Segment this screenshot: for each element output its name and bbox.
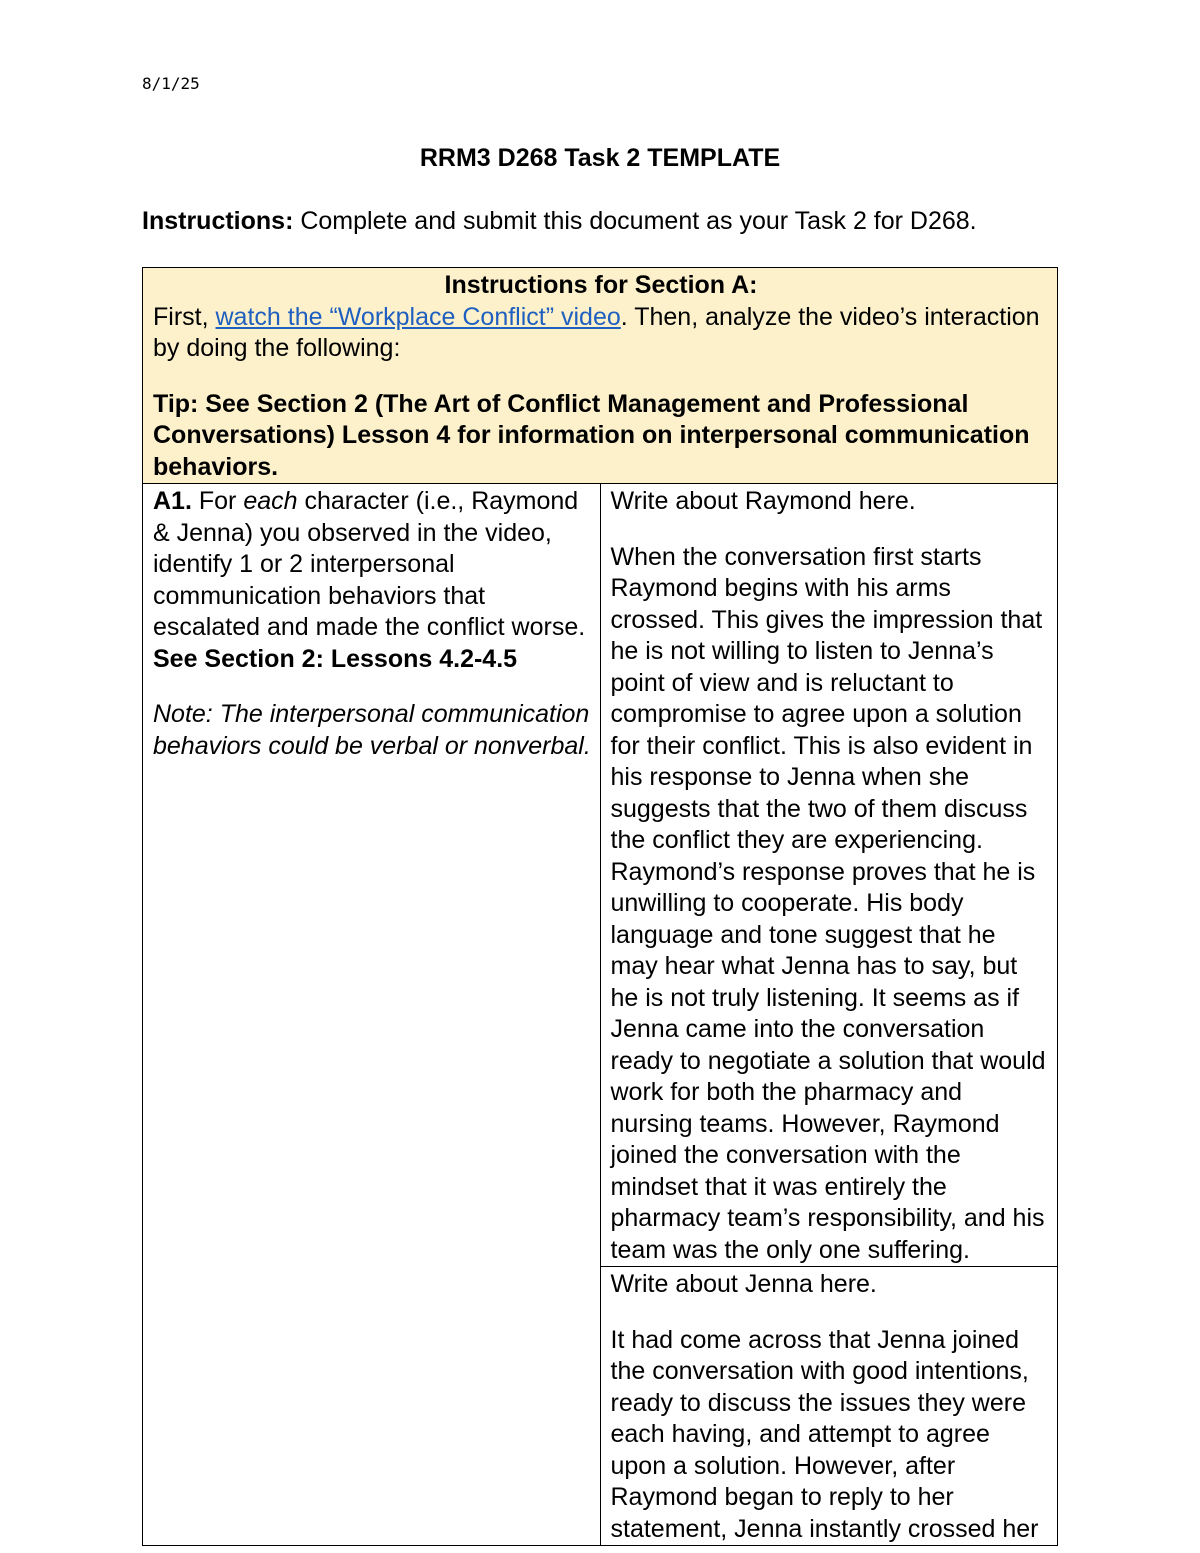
a1-section-ref: See Section 2: Lessons 4.2-4.5 <box>153 644 518 673</box>
section-a-instructions <box>143 268 1058 484</box>
task-table <box>142 267 1058 1546</box>
instructions-text: Complete and submit this document as your Task 2 for D268. <box>293 207 977 235</box>
instructions-label: Instructions: <box>142 207 294 235</box>
intro-before: First, <box>153 302 216 331</box>
raymond-response: When the conversation first starts Raymond begins with his arms crossed. This gives the impression that he is not willing to listen to Jenna’s point of view and is reluctant to compromise to agree upon a solution for their conflict. This is also evident in his response to Jenna when she suggests that the two of them discuss the conflict they are experiencing. Raymond’s response proves that he is unwilling to cooperate. His body language and tone suggest that he may hear what Jenna has to say, but he is not truly listening. It seems as if Jenna came into the conversation ready to negotiate a solution that would work for both the pharmacy and nursing teams. However, Raymond joined the conversation with the mindset that it was entirely the pharmacy team’s responsibility, and his team was the only one suffering. <box>610 542 1046 1264</box>
a1-text-2: character (i.e., Raymond & Jenna) you observed in the video, identify 1 or 2 interpersonal communication behaviors that escalated and made the conflict worse. <box>153 487 586 641</box>
a1-prompt <box>153 486 592 675</box>
a1-emphasis: each <box>243 487 298 515</box>
jenna-prompt: Write about Jenna here. <box>610 1270 877 1298</box>
jenna-response-cell[interactable] <box>600 1267 1058 1546</box>
instructions <box>142 206 1058 237</box>
page-date: 8/1/25 <box>142 74 200 93</box>
raymond-prompt: Write about Raymond here. <box>610 487 916 515</box>
a1-text-1: For <box>191 487 244 515</box>
document-title: RRM3 D268 Task 2 TEMPLATE <box>419 144 781 172</box>
section-a-heading: Instructions for Section A: <box>444 271 758 299</box>
section-a-intro <box>153 302 1049 365</box>
a1-prompt-cell <box>143 484 601 1546</box>
intro-after: . Then, analyze the video’s interaction by doing the following: <box>153 302 1040 362</box>
jenna-response: It had come across that Jenna joined the conversation with good intentions, ready to discuss the issues they were each having, and attempt to agree upon a solution. However, after Raymond began to reply to her statement, Jenna instantly crossed her <box>610 1325 1039 1543</box>
raymond-response-cell[interactable] <box>600 484 1058 1267</box>
section-a-tip: Tip: See Section 2 (The Art of Conflict Management and Professional Conversations) Lesson 4 for information on interpersonal communication behaviors. <box>153 389 1030 481</box>
a1-label: A1. <box>153 487 192 515</box>
a1-note: Note: The interpersonal communication behaviors could be verbal or nonverbal. <box>153 700 591 760</box>
video-link[interactable]: watch the “Workplace Conflict” video <box>215 302 621 331</box>
